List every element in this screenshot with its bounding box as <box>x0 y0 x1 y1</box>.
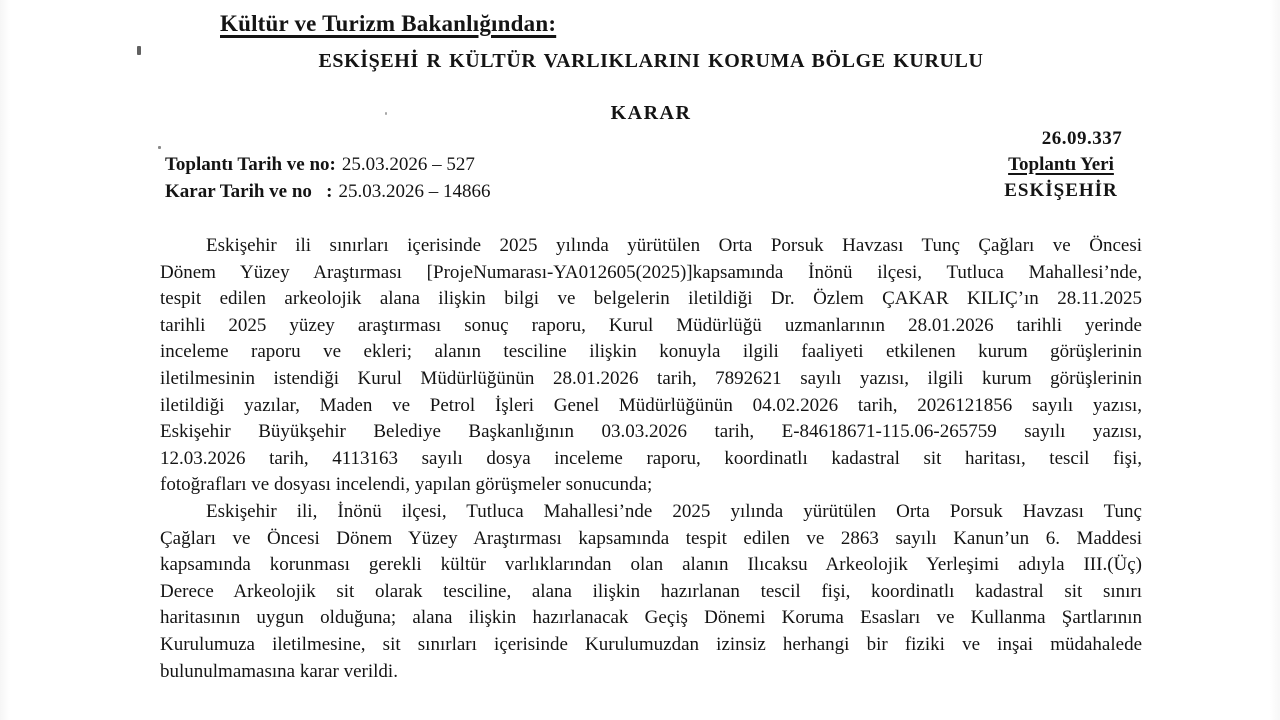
body-line: inceleme raporu ve ekleri; alanın tesciline ilişkin konuyla ilgili faaliyeti etkilenen kurum görüşlerinin <box>160 341 1142 363</box>
board-title: ESKİŞEHİ R KÜLTÜR VARLIKLARINI KORUMA BÖLGE KURULU <box>318 50 984 72</box>
meeting-date-row <box>165 151 491 178</box>
document-number: 26.09.337 <box>1041 128 1123 149</box>
body-paragraph <box>160 499 1142 685</box>
decision-date-row <box>165 178 491 205</box>
scan-artifact <box>158 146 161 149</box>
decision-heading: KARAR <box>610 102 692 124</box>
meeting-meta-right <box>955 126 1167 204</box>
meeting-date-label: Toplantı Tarih ve no: <box>165 154 336 175</box>
body-line: tarihli 2025 yüzey araştırması sonuç raporu, Kurul Müdürlüğü uzmanlarının 28.01.2026 tarihli yerinde <box>160 314 1142 336</box>
body-line: kapsamında korunması gerekli kültür varlıklarından olan alanın Ilıcaksu Arkeolojik Yerleşimi adıyla III.(Üç) <box>160 554 1142 576</box>
body-line: Kurulumuza iletilmesine, sit sınırları içerisinde Kurulumuzdan izinsiz herhangi bir fiziki ve inşai müdahalede <box>160 633 1142 655</box>
decision-date-label: Karar Tarih ve no : <box>165 181 333 202</box>
body-line: bulunulmamasına karar verildi. <box>160 660 398 682</box>
body-line: fotoğrafları ve dosyası incelendi, yapılan görüşmeler sonucunda; <box>160 474 653 496</box>
body-line: Dönem Yüzey Araştırması [ProjeNumarası-YA012605(2025)]kapsamında İnönü ilçesi, Tutluca Mahallesi’nde, <box>160 261 1142 283</box>
body-line: Eskişehir ili, İnönü ilçesi, Tutluca Mahallesi’nde 2025 yılında yürütülen Orta Porsuk Havzası Tunç <box>206 500 1142 522</box>
body-line: 12.03.2026 tarih, 4113163 sayılı dosya inceleme raporu, koordinatlı kadastral sit haritası, tescil fişi, <box>160 447 1142 469</box>
body-line: haritasının uygun olduğuna; alana ilişkin hazırlanacak Geçiş Dönemi Koruma Esasları ve Kullanma Şartlarının <box>160 607 1142 629</box>
scan-artifact <box>137 46 141 55</box>
body-paragraph <box>160 233 1142 499</box>
body-line: iletilmesinin istendiği Kurul Müdürlüğünün 28.01.2026 tarih, 7892621 sayılı yazısı, ilgili kurum görüşlerinin <box>160 367 1142 389</box>
ministry-title: Kültür ve Turizm Bakanlığından: <box>220 11 557 36</box>
meeting-place-label: Toplantı Yeri <box>1008 154 1114 175</box>
body-line: Eskişehir Büyükşehir Belediye Başkanlığının 03.03.2026 tarih, E-84618671-115.06-265759 sayılı yazısı, <box>160 421 1142 443</box>
body-line: Eskişehir ili sınırları içerisinde 2025 yılında yürütülen Orta Porsuk Havzası Tunç Çağları ve Öncesi <box>206 235 1142 256</box>
decision-date-value: 25.03.2026 – 14866 <box>338 181 491 202</box>
body-line: Derece Arkeolojik sit olarak tesciline, alana ilişkin hazırlanan tescil fişi, koordinatlı kadastral sit sınırı <box>160 580 1142 602</box>
meeting-place: ESKİŞEHİR <box>1004 180 1118 201</box>
meeting-meta-left <box>165 151 491 205</box>
body-line: iletildiği yazılar, Maden ve Petrol İşleri Genel Müdürlüğünün 04.02.2026 tarih, 2026121856 sayılı yazısı, <box>160 394 1142 416</box>
meeting-date-value: 25.03.2026 – 527 <box>341 154 475 175</box>
body-line: Çağları ve Öncesi Dönem Yüzey Araştırması kapsamında tespit edilen ve 2863 sayılı Kanun’un 6. Maddesi <box>160 527 1142 549</box>
body-line: tespit edilen arkeolojik alana ilişkin bilgi ve belgelerin iletildiği Dr. Özlem ÇAKAR KILIÇ’ın 28.11.2025 <box>160 288 1142 310</box>
document-body <box>160 233 1142 685</box>
